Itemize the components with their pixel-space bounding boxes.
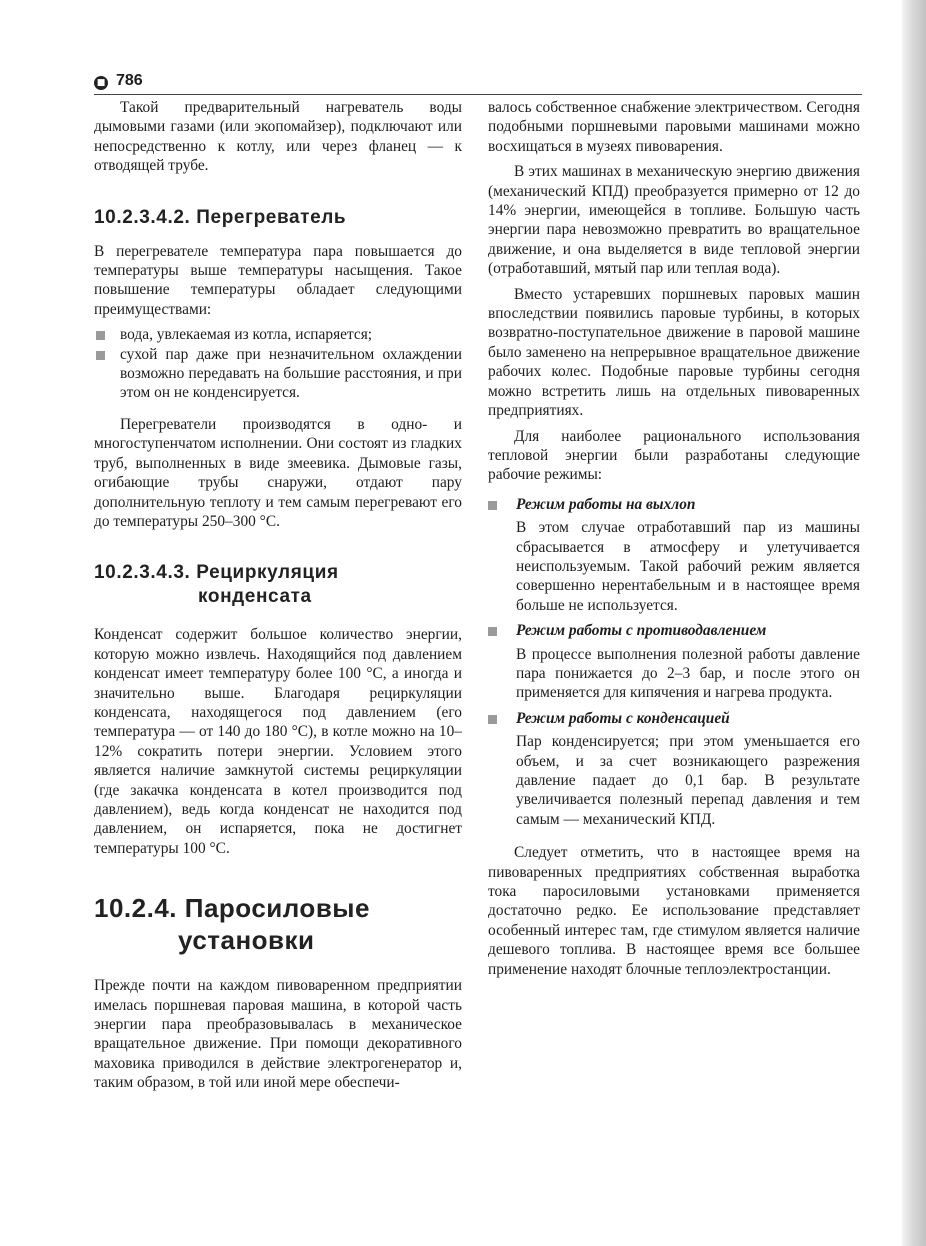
paragraph: Конденсат содержит большое количество энергии, которую можно извлечь. Находящийся под давлением конденсат имеет температуру более 100 °С, а иногда и значительно выше. Благодаря рециркуляции конденсата, находящегося под давлением (его температура — от 140 до 180 °С), в котле можно на 10–12% сократить потери энергии. Условием этого является наличие замкнутой системы рециркуляции (где закачка конденсата в котел производится под давлением), ведь когда конденсат не находится под давлением, он испаряется, пока не достигнет температуры 100 °С.: [94, 626, 462, 857]
mode-item: [488, 709, 860, 829]
list-item: сухой пар даже при незначительном охлаждении возможно передавать на большие расстояния, и при этом он не конденсируется.: [94, 345, 462, 403]
section-title: Перегреватель: [196, 206, 347, 228]
section-title: Паросиловые: [184, 893, 370, 924]
section-title-cont: конденсата: [198, 586, 312, 608]
mode-item: [488, 621, 860, 703]
section-number: 10.2.3.4.2.: [94, 206, 191, 228]
paragraph: Прежде почти на каждом пивоваренном предприятии имелась поршневая паровая машина, в которой часть энергии пара преобразовывалась в механическое вращательное движение. При помощи декоративного маховика приводился в действие электрогенератор и, таким образом, в той или иной мере обеспечи-: [94, 977, 462, 1092]
page-number: 786: [116, 72, 143, 89]
left-column: [94, 98, 462, 1093]
mode-title: Режим работы с противодавлением: [488, 621, 860, 640]
scan-edge-shadow: [902, 0, 926, 1246]
paragraph: Перегреватели производятся в одно- и многоступенчатом исполнении. Они состоят из гладких труб, выполненных в виде змеевика. Дымовые газы, огибающие трубы снаружи, отдают пару дополнительную теплоту и тем самым перегревают его до температуры 250–300 °С.: [94, 415, 462, 530]
mode-title: Режим работы на выхлоп: [488, 495, 860, 514]
section-number: 10.2.3.4.3.: [94, 562, 191, 584]
paragraph: Следует отметить, что в настоящее время на пивоваренных предприятиях собственная выработка тока паросиловыми установками применяется достаточно редко. Ее использование представляет особенный интерес там, где стимулом является наличие дешевого топлива. В настоящее время все большее применение находят блочные теплоэлектростанции.: [488, 844, 860, 978]
mode-description: В процессе выполнения полезной работы давление пара понижается до 2–3 бар, и после этого он применяется для кипячения и нагрева продукта.: [516, 645, 860, 702]
section-number: 10.2.4.: [94, 893, 178, 924]
list-item: вода, увлекаемая из котла, испаряется;: [94, 325, 462, 344]
intro-paragraph: Такой предварительный нагреватель воды дымовыми газами (или экопомайзер), подключают или непосредственно к котлу, или через фланец — к отводящей трубе.: [94, 99, 462, 175]
paragraph: Для наиболее рационального использования тепловой энергии были разработаны следующие рабочие режимы:: [488, 427, 860, 484]
page-header: [94, 72, 862, 95]
mode-item: [488, 495, 860, 615]
paragraph: В перегревателе температура пара повышается до температуры выше температуры насыщения. Такое повышение температуры обладает следующими преимуществами:: [94, 242, 462, 318]
mode-title: Режим работы с конденсацией: [488, 709, 860, 728]
section-title-cont: установки: [178, 925, 315, 956]
paragraph: В этих машинах в механическую энергию движения (механический КПД) преобразуется примерно от 12 до 14% энергии, имеющейся в топливе. Большую часть энергии пара невозможно превратить во вращательное движение, и она выделяется в виде тепловой энергии (отработавший, мятый пар или теплая вода).: [488, 163, 860, 278]
section-heading-superheater: [94, 206, 462, 230]
mode-description: Пар конденсируется; при этом уменьшается его объем, и за счет возникающего разрежения давление падает до 0,1 бар. В результате увеличивается полезный перепад давления и тем самым — механический КПД.: [516, 733, 860, 828]
section-title: Рециркуляция: [196, 562, 339, 584]
section-heading-recirculation: [94, 561, 462, 609]
paragraph: валось собственное снабжение электричеством. Сегодня подобными поршневыми паровыми машинами можно восхищаться в музеях пивоварения.: [488, 99, 860, 155]
section-heading-steam-plants: [94, 892, 462, 956]
bullet-list: [94, 325, 462, 403]
mode-description: В этом случае отработавший пар из машины сбрасывается в атмосферу и улетучивается неиспользуемым. Такой рабочий режим является совершенно нерентабельным и в настоящее время больше не используется.: [516, 519, 860, 614]
right-column: [488, 98, 860, 979]
paragraph: Вместо устаревших поршневых паровых машин впоследствии появились паровые турбины, в которых возвратно-поступательное движение в паровой машине было заменено на непрерывное вращательное движение рабочих колес. Подобные паровые турбины сегодня можно встретить лишь на отдельных пивоваренных предприятиях.: [488, 285, 860, 420]
book-icon: ■: [94, 76, 108, 90]
